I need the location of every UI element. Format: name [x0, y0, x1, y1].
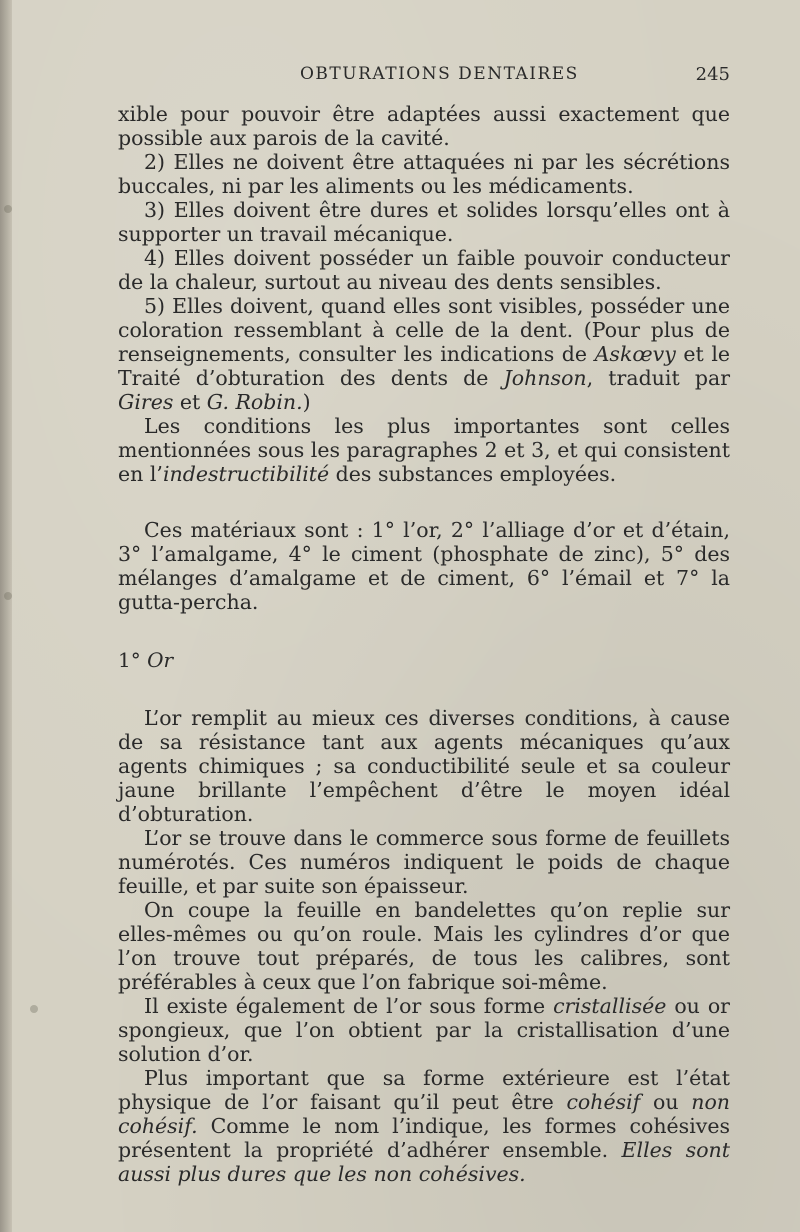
paragraph-gold-cutting: On coupe la feuille en bandelettes qu’on replie sur elles-mêmes ou qu’on roule. Mais les cylindres d’or que l’on trouve tout préparés, de tous les calibres, sont préférables à ceux que l’on fabrique soi-même.: [118, 898, 730, 994]
text-run: Les conditions les plus importantes sont celles mentionnées sous les paragraphes 2 et 3, et qui consistent en l’: [118, 414, 730, 486]
text-run: ): [302, 390, 311, 414]
page-blemish: [4, 592, 12, 600]
paragraph-gold-cohesive: [118, 1066, 730, 1186]
page-blemish: [4, 205, 12, 213]
text-run: Comme le nom l’indique, les formes cohésives présentent la propriété d’adhérer ensemble.: [118, 1114, 730, 1162]
paragraph-condition-2: 2) Elles ne doivent être attaquées ni par les sécrétions buccales, ni par les aliments ou les médicaments.: [118, 150, 730, 198]
text-run: des substances employées.: [329, 462, 617, 486]
page-body: [118, 102, 730, 1186]
paragraph-gold-properties: L’or remplit au mieux ces diverses conditions, à cause de sa résistance tant aux agents mécaniques qu’aux agents chimiques ; sa conductibilité seule et sa couleur jaune brillante l’empêchent d’être le moyen idéal d’obturation.: [118, 706, 730, 826]
text-run: 5) Elles doivent, quand elles sont visibles, posséder une coloration ressemblant à celle de la dent. (Pour plus de renseignements, consulter les indications de: [118, 294, 730, 366]
author-name: Gires: [118, 390, 174, 414]
emphasis: cristallisée: [553, 994, 667, 1018]
author-name: G. Robin.: [206, 390, 303, 414]
paragraph-gold-crystallized: [118, 994, 730, 1066]
page-binding-edge: [0, 0, 12, 1232]
section-title: Or: [147, 648, 174, 672]
emphasis: indestructibilité: [162, 462, 330, 486]
paragraph-condition-4: 4) Elles doivent posséder un faible pouvoir conducteur de la chaleur, surtout au niveau des dents sensibles.: [118, 246, 730, 294]
text-run: et: [173, 390, 207, 414]
paragraph-condition-5: [118, 294, 730, 414]
section-heading: [118, 648, 730, 672]
emphasis: cohésif: [566, 1090, 641, 1114]
text-run: ou: [640, 1090, 692, 1114]
text-run: Il existe également de l’or sous forme: [144, 994, 554, 1018]
text-run: Plus important que sa forme extérieure est l’état physique de l’or faisant qu’il peut être: [118, 1066, 730, 1114]
paragraph-continuation: xible pour pouvoir être adaptées aussi exactement que possible aux parois de la cavité.: [118, 102, 730, 150]
page-number: 245: [695, 64, 730, 85]
paragraph-condition-3: 3) Elles doivent être dures et solides lorsqu’elles ont à supporter un travail mécanique.: [118, 198, 730, 246]
text-run: et le Traité d’obturation des dents de: [118, 342, 731, 390]
text-run: ou or spongieux, que l’on obtient par la cristallisation d’une solution d’or.: [118, 994, 730, 1066]
running-title: OBTURATIONS DENTAIRES: [300, 64, 579, 84]
paragraph-materials: Ces matériaux sont : 1° l’or, 2° l’alliage d’or et d’étain, 3° l’amalgame, 4° le ciment (phosphate de zinc), 5° des mélanges d’amalgame et de ciment, 6° l’émail et 7° la gutta-percha.: [118, 518, 730, 614]
section-number: 1°: [118, 648, 141, 672]
emphasis: Elles sont aussi plus dures que les non cohésives.: [118, 1138, 730, 1186]
paragraph-important-conditions: [118, 414, 730, 486]
page-header: [118, 64, 730, 90]
page-blemish: [30, 1005, 38, 1013]
emphasis: non cohésif.: [118, 1090, 730, 1138]
author-name: Johnson: [503, 366, 587, 390]
author-name: Askœvy: [594, 342, 676, 366]
paragraph-gold-commerce: L’or se trouve dans le commerce sous forme de feuillets numérotés. Ces numéros indiquent le poids de chaque feuille, et par suite son épaisseur.: [118, 826, 730, 898]
text-run: , traduit par: [586, 366, 730, 390]
